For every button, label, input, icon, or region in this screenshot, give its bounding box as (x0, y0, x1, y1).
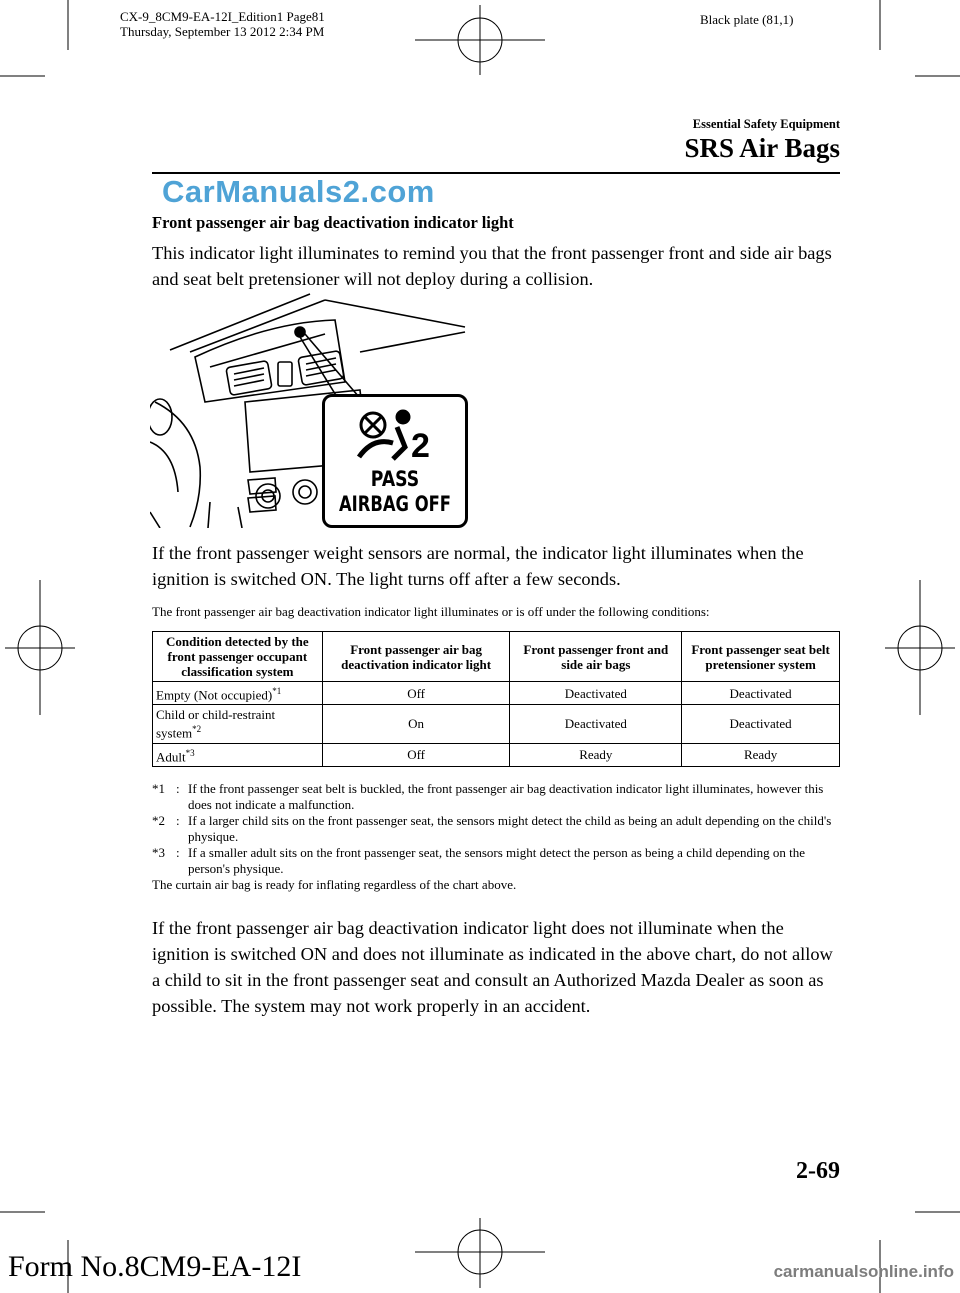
print-header-line1: CX-9_8CM9-EA-12I_Edition1 Page81 (120, 9, 325, 24)
cell-airbags: Deactivated (510, 705, 682, 743)
registration-mark-top (415, 5, 545, 75)
table-intro: The front passenger air bag deactivation indicator light illuminates or is off under the following conditions: (152, 604, 710, 619)
cell-condition: Child or child-restraint system$^{*2}$ (153, 705, 323, 743)
indicator-callout (322, 394, 468, 528)
registration-mark-bottom (415, 1218, 545, 1288)
cell-indicator: Off (322, 743, 510, 766)
sensor-paragraph: If the front passenger weight sensors are normal, the indicator light illuminates when the ignition is switched ON. The light turns off after a few seconds. (152, 543, 804, 589)
footnotes (152, 781, 844, 893)
registration-mark-right (885, 580, 955, 715)
indicator-label-pass: PASS (370, 467, 420, 491)
footnote-text: If a larger child sits on the front passenger seat, the sensors might detect the child as being an adult depending on the child's physique. (188, 813, 832, 844)
cell-indicator: Off (322, 682, 510, 705)
header-indicator: Front passenger air bag deactivation indicator light (322, 632, 510, 682)
warning-paragraph: If the front passenger air bag deactivation indicator light does not illuminate when the ignition is switched ON and does not illuminate as indicated in the above chart, do not allow a child to sit in the front passenger seat and consult an Authorized Mazda Dealer as soon as possible. The system may not work properly in an accident. (152, 918, 833, 1016)
section-title: SRS Air Bags (684, 133, 840, 163)
print-header-line2: Thursday, September 13 2012 2:34 PM (120, 24, 325, 39)
footnote-number: *3 (152, 845, 165, 860)
intro-paragraph: This indicator light illuminates to remind you that the front passenger front and side air bags and seat belt pretensioner will not deploy during a collision. (152, 243, 832, 289)
print-header (120, 9, 325, 39)
table-row (153, 682, 840, 705)
cell-indicator: On (322, 705, 510, 743)
footnote: *2 : If a larger child sits on the front passenger seat, the sensors might detect the child as being an adult depending on the child's physique. (152, 813, 844, 845)
cell-airbags: Ready (510, 743, 682, 766)
header-condition: Condition detected by the front passenger occupant classification system (153, 632, 323, 682)
source-watermark: carmanualsonline.info (773, 1262, 954, 1281)
section-label: Essential Safety Equipment (692, 117, 840, 131)
indicator-label-airbag-off: AIRBAG OFF (338, 492, 452, 516)
form-number: Form No.8CM9-EA-12I (8, 1250, 302, 1283)
table-row (153, 705, 840, 743)
footnote-text: If the front passenger seat belt is buckled, the front passenger air bag deactivation indicator light illuminates, however this does not indicate a malfunction. (188, 781, 824, 812)
cell-airbags: Deactivated (510, 682, 682, 705)
cell-condition: Empty (Not occupied)$^{*1}$ (153, 682, 323, 705)
table-row (153, 743, 840, 766)
header-airbags: Front passenger front and side air bags (510, 632, 682, 682)
cell-condition: Adult$^{*3}$ (153, 743, 323, 766)
footnote-number: *2 (152, 813, 165, 828)
page-number: 2-69 (796, 1158, 840, 1184)
curtain-note: The curtain air bag is ready for inflating regardless of the chart above. (152, 877, 517, 892)
footnote: *3 : If a smaller adult sits on the front passenger seat, the sensors might detect the person as being a child depending on the person's physique. (152, 845, 844, 877)
plate-label: Black plate (81,1) (700, 12, 794, 27)
cell-pretensioner: Ready (682, 743, 840, 766)
footnote-text: If a smaller adult sits on the front passenger seat, the sensors might detect the person as being a child depending on the person's physique. (188, 845, 805, 876)
registration-mark-left (5, 580, 75, 715)
table-header-row (153, 632, 840, 682)
cell-pretensioner: Deactivated (682, 682, 840, 705)
header-pretensioner: Front passenger seat belt pretensioner system (682, 632, 840, 682)
cell-pretensioner: Deactivated (682, 705, 840, 743)
conditions-table (152, 631, 840, 767)
footnote: *1 : If the front passenger seat belt is buckled, the front passenger air bag deactivation indicator light illuminates, however this does not indicate a malfunction. (152, 781, 844, 813)
indicator-number: 2 (411, 427, 430, 465)
footnote-number: *1 (152, 781, 165, 796)
section-heading: Front passenger air bag deactivation indicator light (152, 213, 514, 232)
carmanuals-watermark: CarManuals2.com (162, 174, 435, 209)
